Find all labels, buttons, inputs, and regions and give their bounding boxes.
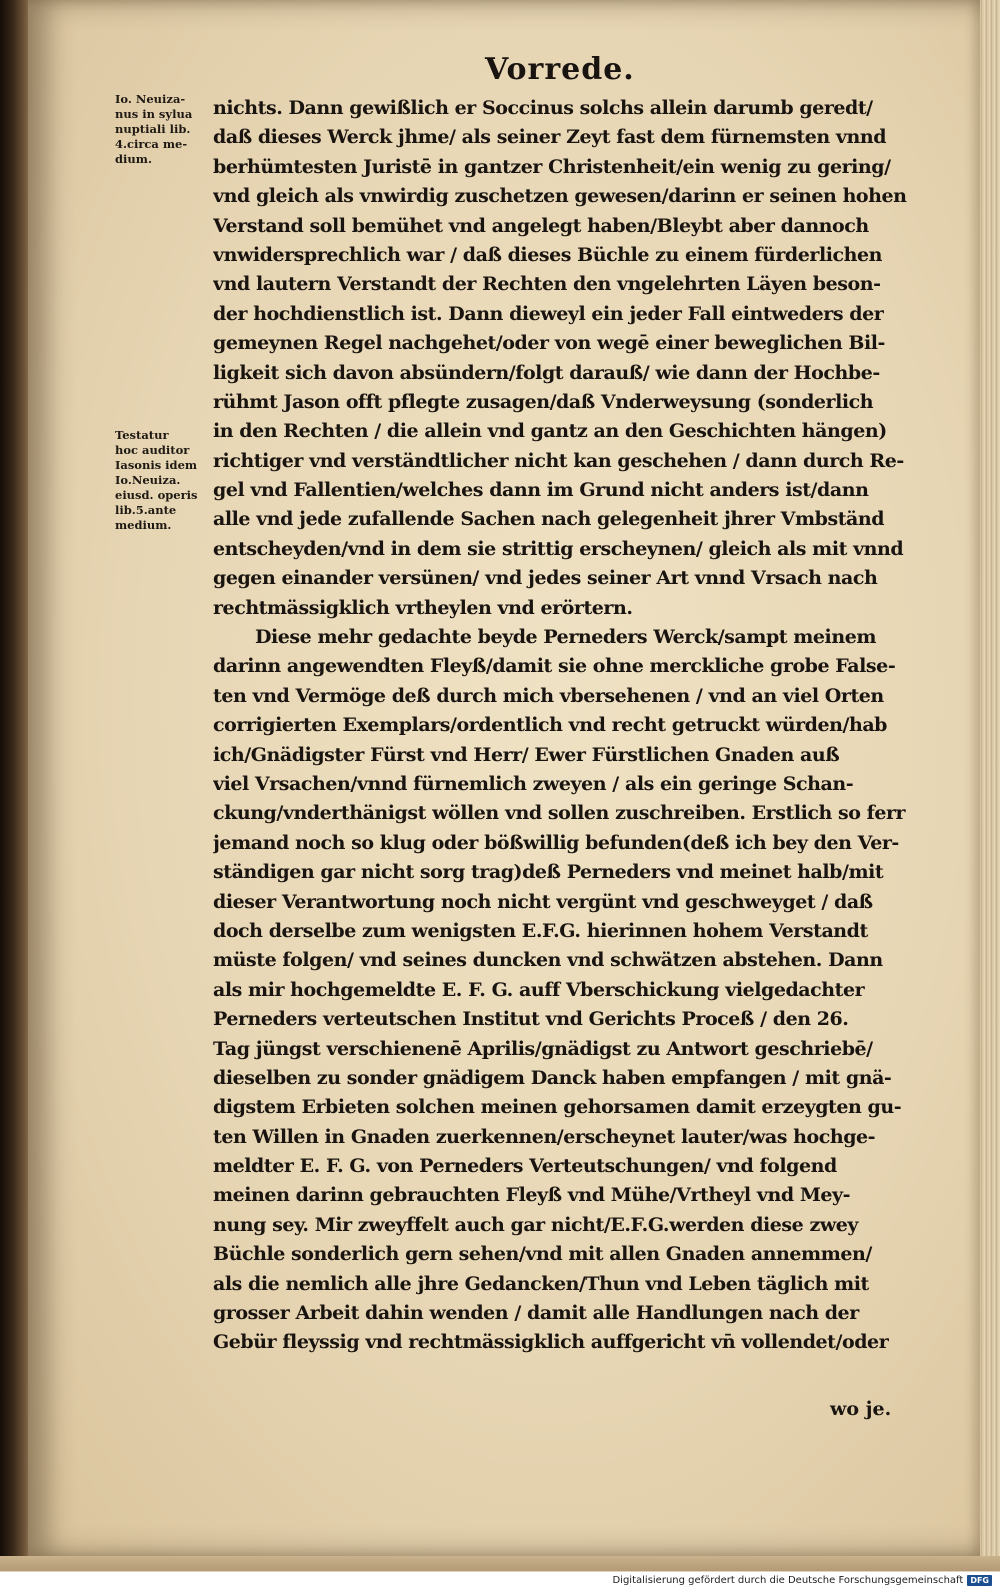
margin-note-line: Io.Neuiza. (115, 473, 181, 487)
text-line: vnwidersprechlich war / daß dieses Büchle zu einem fürderlichen (213, 243, 882, 266)
margin-note-line: dium. (115, 152, 152, 166)
margin-note-line: eiusd. operis (115, 488, 198, 502)
footer-credit: Digitalisierung gefördert durch die Deutsche Forschungsgemeinschaft (612, 1575, 964, 1586)
margin-note-line: nus in sylua (115, 107, 193, 121)
text-line: ligkeit sich davon absündern/folgt darauß/ wie dann der Hochbe- (213, 361, 880, 384)
catchword: wo je. (830, 1398, 892, 1420)
margin-note-line: 4.circa me- (115, 137, 188, 151)
margin-note-line: lib.5.ante (115, 503, 177, 517)
text-line: daß dieses Werck jhme/ als seiner Zeyt fast dem fürnemsten vnnd (213, 126, 887, 149)
page-edges (978, 0, 1000, 1560)
text-line: ständigen gar nicht sorg trag)deß Perneders vnd meinet halb/mit (213, 861, 884, 884)
margin-note-line: nuptiali lib. (115, 122, 191, 136)
text-line: viel Vrsachen/vnnd fürnemlich zweyen / als ein geringe Schan- (213, 772, 854, 795)
text-line: in den Rechten / die allein vnd gantz an den Geschichten hängen) (213, 420, 887, 443)
margin-note-line: Iasonis idem (115, 458, 198, 472)
text-line: rühmt Jason offt pflegte zusagen/daß Vnderweysung (sonderlich (213, 390, 874, 413)
text-line: berhümtesten Juristē in gantzer Christenheit/ein wenig zu gering/ (213, 155, 891, 178)
text-line: vnd gleich als vnwirdig zuschetzen gewesen/darinn er seinen hohen (213, 185, 907, 208)
text-line: müste folgen/ vnd seines duncken vnd schwätzen abstehen. Dann (213, 949, 883, 972)
text-line: ich/Gnädigster Fürst vnd Herr/ Ewer Fürstlichen Gnaden auß (213, 743, 840, 766)
text-line: Perneders verteutschen Institut vnd Gerichts Proceß / den 26. (213, 1008, 849, 1031)
text-line: der hochdienstlich ist. Dann dieweyl ein jeder Fall eintweders der (213, 302, 884, 325)
text-line: Verstand soll bemühet vnd angelegt haben/Bleybt aber dannoch (213, 214, 869, 237)
text-line: meinen darinn gebrauchten Fleyß vnd Mühe/Vrtheyl vnd Mey- (213, 1184, 851, 1207)
margin-note-2 (115, 428, 217, 533)
text-line: dieselben zu sonder gnädigem Danck haben empfangen / mit gnä- (213, 1066, 892, 1089)
dfg-logo-icon: DFG (967, 1575, 992, 1586)
text-line: ten vnd Vermöge deß durch mich vbersehenen / vnd an viel Orten (213, 684, 884, 707)
text-line: doch derselbe zum wenigsten E.F.G. hierinnen hohem Verstandt (213, 919, 868, 942)
text-line: nung sey. Mir zweyffelt auch gar nicht/E.F.G.werden diese zwey (213, 1213, 858, 1236)
text-line: rechtmässigklich vrtheylen vnd erörtern. (213, 596, 633, 619)
text-line: grosser Arbeit dahin wenden / damit alle Handlungen nach der (213, 1302, 859, 1325)
text-line: gel vnd Fallentien/welches dann im Grund nicht anders ist/dann (213, 479, 869, 502)
text-line: gemeynen Regel nachgehet/oder von wegē einer beweglichen Bil- (213, 332, 885, 355)
text-line: darinn angewendten Fleyß/damit sie ohne merckliche grobe False- (213, 655, 896, 678)
margin-note-line: Io. Neuiza- (115, 92, 186, 106)
text-line: Büchle sonderlich gern sehen/vnd mit allen Gnaden annemmen/ (213, 1243, 872, 1266)
text-line: nichts. Dann gewißlich er Soccinus solchs allein darumb geredt/ (213, 97, 873, 119)
text-line: alle vnd jede zufallende Sachen nach gelegenheit jhrer Vmbständ (213, 508, 885, 531)
text-line: entscheyden/vnd in dem sie strittig erscheynen/ gleich als mit vnnd (213, 537, 904, 560)
text-line: als mir hochgemeldte E. F. G. auff Vberschickung vielgedachter (213, 978, 865, 1001)
text-line: ten Willen in Gnaden zuerkennen/erscheynet lauter/was hochge- (213, 1125, 876, 1148)
text-line: Diese mehr gedachte beyde Perneders Werck/sampt meinem (255, 626, 876, 649)
digitization-footer (612, 1575, 992, 1586)
margin-note-line: Testatur (115, 428, 169, 442)
text-line: als die nemlich alle jhre Gedancken/Thun vnd Leben täglich mit (213, 1272, 869, 1295)
margin-note-line: medium. (115, 518, 172, 532)
text-line: dieser Verantwortung noch nicht vergünt vnd geschweyget / daß (213, 890, 873, 913)
text-line: ckung/vnderthänigst wöllen vnd sollen zuschreiben. Erstlich so ferr (213, 802, 906, 825)
text-line: Tag jüngst verschienenē Aprilis/gnädigst zu Antwort geschriebē/ (213, 1037, 873, 1060)
text-line: richtiger vnd verständtlicher nicht kan geschehen / dann durch Re- (213, 449, 904, 472)
text-line: meldter E. F. G. von Perneders Verteutschungen/ vnd folgend (213, 1155, 837, 1178)
text-line: vnd lautern Verstandt der Rechten den vngelehrten Läyen beson- (213, 273, 881, 296)
body-text (213, 94, 913, 1358)
margin-note-1 (115, 92, 217, 167)
text-line: gegen einander versünen/ vnd jedes seiner Art vnnd Vrsach nach (213, 567, 878, 590)
text-line: Gebür fleyssig vnd rechtmässigklich auffgericht vn̄ vollendet/oder (213, 1331, 889, 1354)
text-line: corrigierten Exemplars/ordentlich vnd recht getruckt würden/hab (213, 714, 888, 737)
text-line: jemand noch so klug oder bößwillig befunden(deß ich bey den Ver- (213, 831, 899, 854)
margin-note-line: hoc auditor (115, 443, 190, 457)
text-line: digstem Erbieten solchen meinen gehorsamen damit erzeygten gu- (213, 1096, 902, 1119)
book-spine (0, 0, 30, 1594)
page-title: Vorrede. (485, 52, 635, 87)
